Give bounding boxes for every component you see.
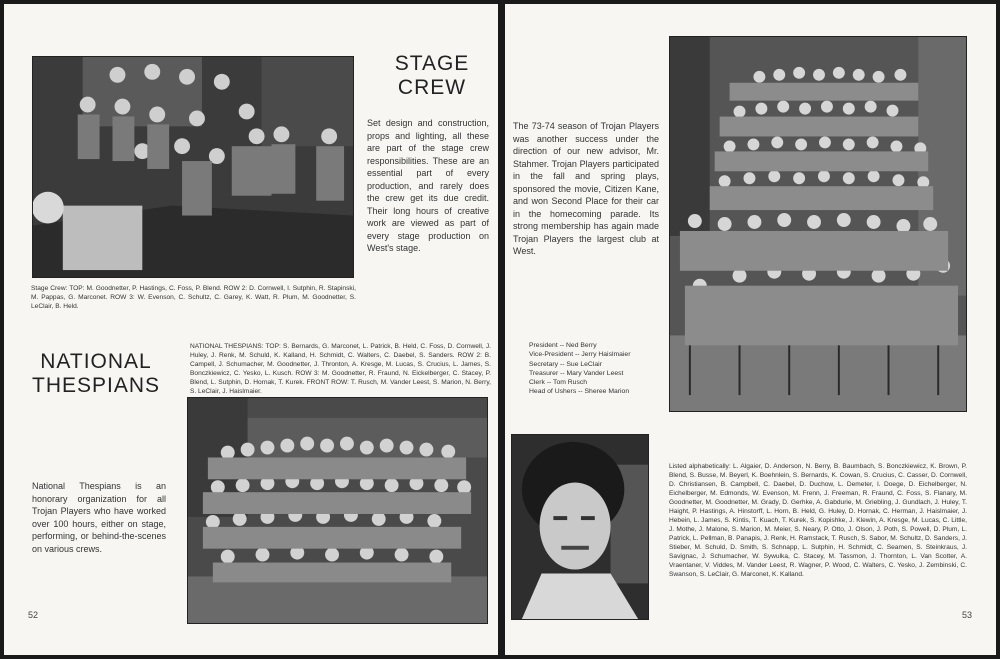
page-number-right: 53 xyxy=(962,610,973,620)
national-thespians-caption: NATIONAL THESPIANS: TOP: S. Bernards, G. Marconet, L. Patrick, B. Held, C. Foss, D. Cornwell, J. Huley, J. Renk, M. Schuld, K. Kalland, H. Schmidt, C. Walters, C. Daebel, S. Sanders. ROW 2: B. Campell, J. Schumacher, M. Goodnetter, J. Thronton, A. Kresge, M. Lucas, S. Crucius, L. James, S. Bonczkiewicz, C. Yesko, L. Kusch. ROW 3: M. Goodnetter, R. Fraund, N. Eickelberger, C. Stacey, P. Blend, L. Sutphin, D. Hornak, T. Kurek. FRONT ROW: T. Rusch, M. Vander Leest, S. Marion, N. Berry, S. LeClair, J. Haislmaier. xyxy=(190,343,491,395)
officers-list xyxy=(529,341,669,397)
officer-treasurer: Treasurer -- Mary Vander Leest xyxy=(529,369,624,377)
stage-crew-photo xyxy=(32,56,354,278)
national-thespians-title xyxy=(32,350,160,398)
officer-head-of-ushers: Head of Ushers -- Sheree Marion xyxy=(529,388,630,396)
left-page xyxy=(4,4,498,655)
national-thespians-photo xyxy=(187,397,488,624)
officer-secretary: Secretary -- Sue LeClair xyxy=(529,360,602,368)
page-number-left: 52 xyxy=(28,610,39,620)
right-page xyxy=(505,4,996,655)
trojan-players-description: The 73-74 season of Trojan Players was another success under the direction of our new advisor, Mr. Stahmer. Trojan Players participated in the fall and spring plays, sponsored the movie, Citizen Kane, and won Second Place for their car in the homecoming parade. Its strong membership has again made Trojan Players the largest club at West. xyxy=(513,121,659,256)
officer-vice-president: Vice-President -- Jerry Haislmaier xyxy=(529,351,631,359)
stage-crew-title-line1: STAGE xyxy=(394,52,470,75)
stage-crew-description: Set design and construction, props and lighting, all these are part of the stage crew responsibilities. These are an essential part of every production, and rarely does the crew get its due credit. Their long hours of creative work are viewed as part of every stage production on West's stage. xyxy=(367,118,489,253)
national-thespians-title-line2: THESPIANS xyxy=(32,374,161,398)
stage-crew-title xyxy=(382,52,482,100)
trojan-players-photo xyxy=(669,36,967,412)
members-list: Listed alphabetically: L. Algaier, D. Anderson, N. Berry, B. Baumbach, S. Bonczkiewicz, K. Brown, P. Blend, S. Busse, M. Beyerl, K. Boehnlein, S. Bernards, K. Cowan, S. Crucius, C. Casser, D. Cornwell, D. Christiansen, B. Campbell, C. Daebel, D. Duchow, L. Demeter, I. Doege, D. Eichelberger, N. Eichelberger, M. Edmonds, W. Evenson, M. Frenn, J. Freeman, R. Fraund, C. Foss, S. Flanary, M. Goodnetter, M. Goodnetter, M. Grady, D. Gerhke, A. Gabdurie, M. Griebling, J. Gundlach, J. Huley, T. Haight, P. Hastings, A. Hinstorff, L. Horn, B. Held, G. Huley, D. Hornak, C. Herman, J. Haislmaier, J. Hebein, L. James, S. Kintis, T. Kuach, T. Kurek, S. Kopishke, J. Klewin, A. Kresge, M. Lucas, C. Little, J. Mothe, J. Malone, S. Marion, M. Meier, S. Neary, P. Otto, J. Olson, J. Poth, S. Powell, D. Plum, L. Patrick, L. Pellman, B. Panapis, J. Renk, H. Ramstack, T. Rusch, S. Sabor, M. Schultz, D. Sanders, J. Stieber, M. Schuld, D. Smith, S. Schnapp, L. Sutphin, H. Schmidt, C. Seamen, S. Steinkraus, J. Savignac, J. Schumacher, W. Sywulka, C. Stacey, M. Tassmon, J. Thornton, L. Van Scotter, A. Vraentaner, V. Viddes, M. Vander Leest, R. Wagner, P. Wood, C. Walters, C. Yesko, J. Zembinski, C. Swanson, S. LeClair, G. Marconet, K. Kalland. xyxy=(669,463,967,578)
national-thespians-description: National Thespians is an honorary organization for all Trojan Players who have worked over 100 hours, either on stage, performing, or behind-the-scenes on various crews. xyxy=(32,481,166,554)
national-thespians-title-line1: NATIONAL xyxy=(40,350,152,373)
stage-crew-caption: Stage Crew: TOP: M. Goodnetter, P. Hastings, C. Foss, P. Blend. ROW 2: D. Cornwell, I. Sutphin, R. Stapinski, M. Pappas, G. Marconet. ROW 3: W. Evenson, C. Schultz, C. Garey, K. Watt, R. Plum, M. Goodnetter, S. LeClair, B. Held. xyxy=(31,285,356,310)
portrait-photo xyxy=(511,434,649,620)
stage-crew-title-line2: CREW xyxy=(397,76,467,100)
officer-president: President -- Ned Berry xyxy=(529,342,597,349)
officer-clerk: Clerk -- Tom Rusch xyxy=(529,379,588,387)
